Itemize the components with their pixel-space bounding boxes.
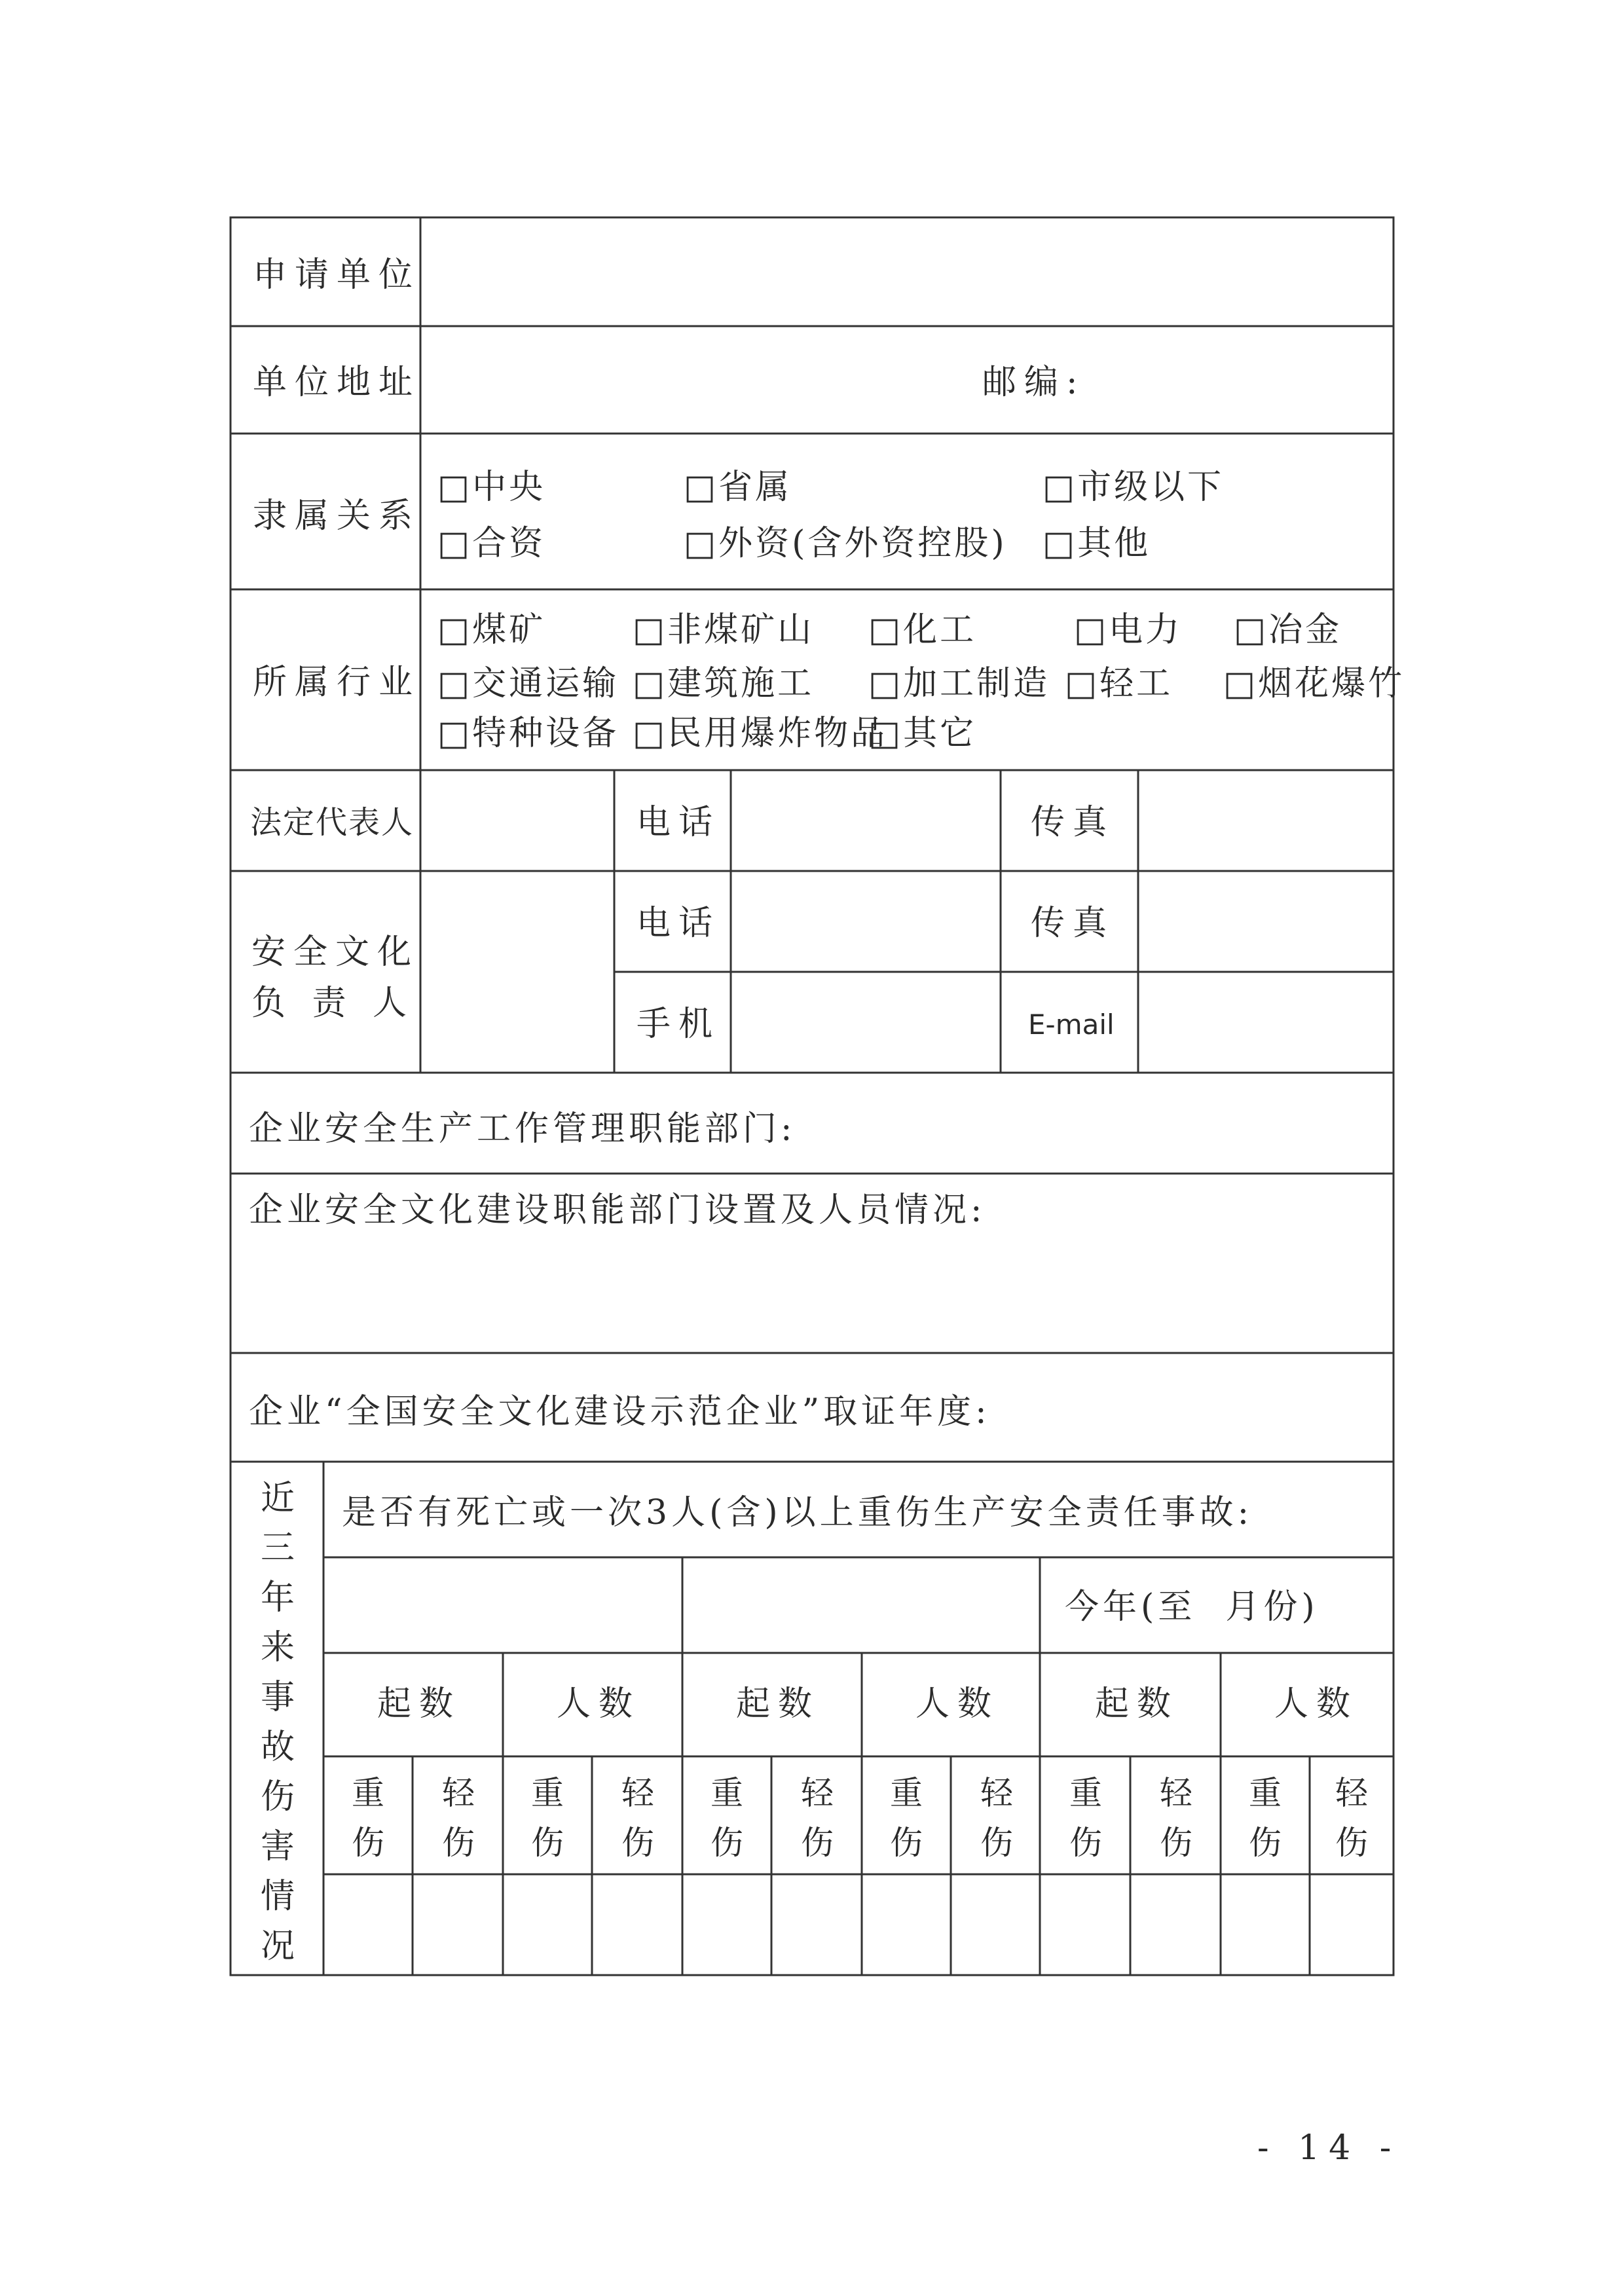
- minor-injury-header-3: 轻 伤: [801, 1774, 834, 1862]
- accident-section-label: 近 三 年 来 事 故 伤 害 情 况: [260, 1479, 295, 1966]
- safety-head-name-field[interactable]: [426, 876, 609, 1067]
- count-header-1: 起数: [377, 1684, 462, 1724]
- demo-year-label: 企业“全国安全文化建设示范企业”取证年度:: [249, 1392, 991, 1432]
- industry-option-light-industry[interactable]: □轻工: [1065, 664, 1173, 703]
- count-header-3: 起数: [1095, 1684, 1179, 1724]
- accident-question: 是否有死亡或一次3人(含)以上重伤生产安全责任事故:: [342, 1493, 1253, 1532]
- serious-injury-header-4: 重 伤: [890, 1774, 923, 1862]
- safety-head-label-line1: 安全文化: [251, 933, 420, 972]
- year-header-1[interactable]: [327, 1563, 678, 1649]
- industry-option-power[interactable]: □电力: [1074, 610, 1183, 650]
- industry-option-fireworks[interactable]: □烟花爆竹: [1223, 664, 1405, 703]
- safety-head-fax-field[interactable]: [1143, 876, 1388, 967]
- industry-option-special-equipment[interactable]: □特种设备: [437, 714, 619, 753]
- accident-cell[interactable]: [955, 1879, 1126, 1971]
- count-header-2: 起数: [736, 1684, 821, 1724]
- minor-injury-header-2: 轻 伤: [621, 1774, 654, 1862]
- affiliation-option-municipal[interactable]: □市级以下: [1043, 468, 1225, 507]
- this-year-header: 今年(至 月份): [1065, 1587, 1319, 1627]
- legal-rep-field[interactable]: [426, 775, 609, 866]
- industry-option-other[interactable]: □其它: [868, 714, 977, 753]
- safety-head-mobile-field[interactable]: [736, 977, 995, 1067]
- safety-head-email-label: E-mail: [1028, 1009, 1115, 1041]
- industry-option-metallurgy[interactable]: □冶金: [1234, 610, 1342, 650]
- year-header-2[interactable]: [686, 1563, 1036, 1649]
- safety-head-mobile-label: 手机: [637, 1005, 721, 1044]
- mgmt-dept-label: 企业安全生产工作管理职能部门:: [249, 1109, 796, 1149]
- safety-head-fax-label: 传真: [1031, 904, 1115, 943]
- legal-rep-fax-field[interactable]: [1143, 775, 1388, 866]
- industry-label: 所属行业: [253, 663, 421, 702]
- culture-dept-field[interactable]: [236, 1231, 1388, 1349]
- affiliation-option-other[interactable]: □其他: [1043, 524, 1151, 563]
- industry-option-non-coal[interactable]: □非煤矿山: [633, 610, 815, 650]
- culture-dept-label: 企业安全文化建设职能部门设置及人员情况:: [249, 1191, 986, 1230]
- industry-option-chemical[interactable]: □化工: [868, 610, 977, 650]
- minor-injury-header-5: 轻 伤: [1160, 1774, 1192, 1862]
- accident-cell[interactable]: [1134, 1879, 1388, 1971]
- applicant-field[interactable]: [426, 223, 1388, 321]
- address-label: 单位地址: [253, 363, 421, 402]
- people-header-2: 人数: [915, 1684, 1000, 1724]
- industry-option-transport[interactable]: □交通运输: [437, 664, 619, 703]
- safety-head-label-line2: 负 责 人: [251, 984, 415, 1023]
- affiliation-option-joint-venture[interactable]: □合资: [437, 524, 546, 563]
- affiliation-option-provincial[interactable]: □省属: [684, 468, 792, 507]
- industry-option-manufacturing[interactable]: □加工制造: [868, 664, 1050, 703]
- accident-cell[interactable]: [596, 1879, 767, 1971]
- postcode-field[interactable]: [1087, 331, 1388, 430]
- affiliation-option-foreign[interactable]: □外资(含外资控股): [684, 524, 1007, 563]
- industry-option-construction[interactable]: □建筑施工: [633, 664, 815, 703]
- serious-injury-header-1: 重 伤: [352, 1774, 384, 1862]
- serious-injury-header-3: 重 伤: [710, 1774, 743, 1862]
- accident-cell[interactable]: [327, 1879, 409, 1971]
- minor-injury-header-1: 轻 伤: [442, 1774, 475, 1862]
- address-field[interactable]: [426, 331, 963, 430]
- page-number: - 14 -: [1257, 2128, 1401, 2168]
- serious-injury-header-2: 重 伤: [531, 1774, 564, 1862]
- affiliation-label: 隶属关系: [253, 496, 421, 536]
- industry-option-coal[interactable]: □煤矿: [437, 610, 546, 650]
- people-header-3: 人数: [1274, 1684, 1359, 1724]
- serious-injury-header-6: 重 伤: [1249, 1774, 1282, 1862]
- legal-rep-fax-label: 传真: [1031, 803, 1115, 842]
- minor-injury-header-6: 轻 伤: [1335, 1774, 1368, 1862]
- legal-rep-phone-label: 电话: [637, 803, 721, 842]
- safety-head-phone-label: 电话: [637, 904, 721, 943]
- safety-head-email-field[interactable]: [1143, 977, 1388, 1067]
- safety-head-phone-field[interactable]: [736, 876, 995, 967]
- legal-rep-label: 法定代表人: [250, 804, 415, 841]
- minor-injury-header-4: 轻 伤: [980, 1774, 1013, 1862]
- industry-option-explosives[interactable]: □民用爆炸物品: [633, 714, 888, 753]
- legal-rep-phone-field[interactable]: [736, 775, 995, 866]
- accident-cell[interactable]: [416, 1879, 588, 1971]
- serious-injury-header-5: 重 伤: [1069, 1774, 1102, 1862]
- affiliation-option-central[interactable]: □中央: [437, 468, 546, 507]
- people-header-1: 人数: [557, 1684, 641, 1724]
- applicant-label: 申请单位: [253, 255, 421, 295]
- accident-cell[interactable]: [775, 1879, 947, 1971]
- postcode-label: 邮编:: [982, 363, 1086, 402]
